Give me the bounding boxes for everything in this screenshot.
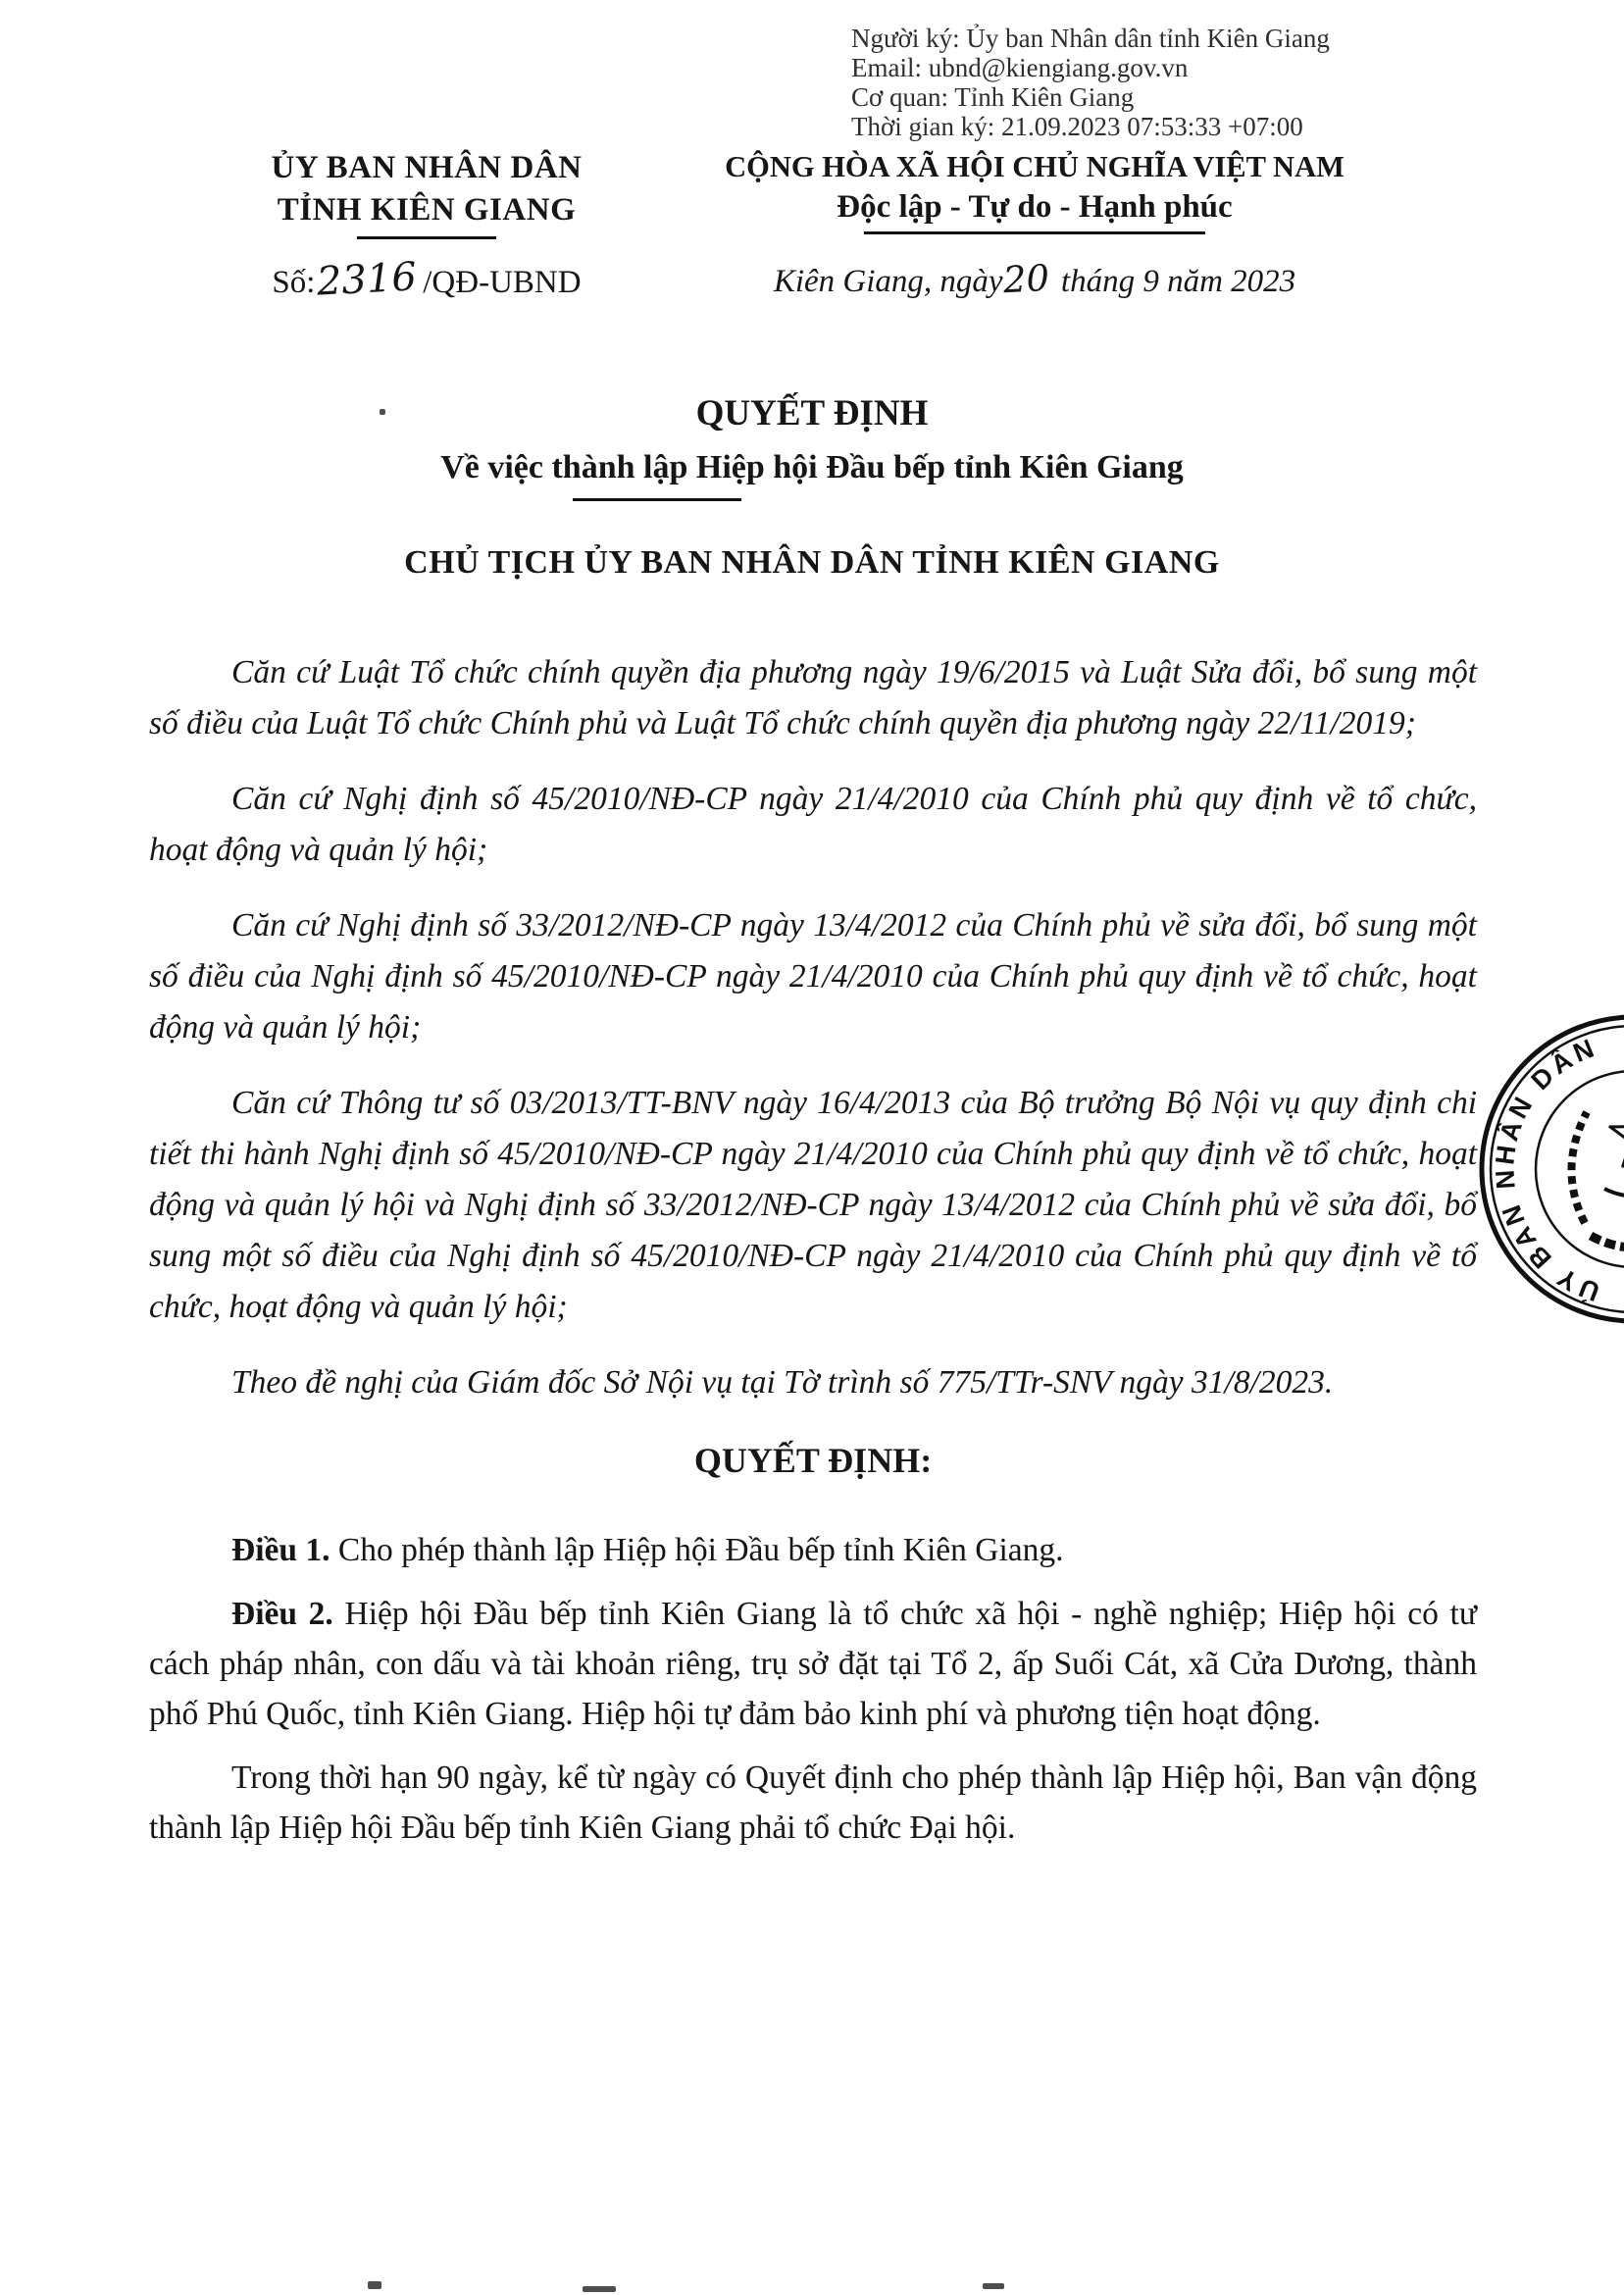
national-name: CỘNG HÒA XÃ HỘI CHỦ NGHĨA VIỆT NAM [725,150,1345,183]
issuer-name-line2: TỈNH KIÊN GIANG [277,192,577,228]
article-paragraph [149,1525,1477,1575]
document-type-title: QUYẾT ĐỊNH [695,393,929,434]
title-block [0,390,1624,582]
seal-cog [1591,1236,1624,1248]
preamble-paragraph: Căn cứ Nghị định số 45/2010/NĐ-CP ngày 21/4/2010 của Chính phủ quy định về tổ chức, hoạt động và quản lý hội; [149,781,1477,868]
deciding-authority: CHỦ TỊCH ỦY BAN NHÂN DÂN TỈNH KIÊN GIANG [404,544,1220,581]
svg-text:ỦY BAN NHÂN DÂN [1490,1032,1603,1308]
preamble-paragraph: Căn cứ Nghị định số 33/2012/NĐ-CP ngày 13/4/2012 của Chính phủ về sửa đổi, bổ sung một số điều của Nghị định số 45/2010/NĐ-CP ngày 21/4/2010 của Chính phủ quy định về tổ chức, hoạt động và quản lý hội; [149,907,1477,1046]
digital-signature-block [851,24,1330,141]
preamble-paragraph: Căn cứ Luật Tổ chức chính quyền địa phương ngày 19/6/2015 và Luật Sửa đổi, bổ sung một số điều của Luật Tổ chức Chính phủ và Luật Tổ chức chính quyền địa phương ngày 22/11/2019; [149,654,1477,741]
document-number-suffix: /QĐ-UBND [423,265,582,300]
scan-artifact [380,409,385,415]
document-subject: Về việc thành lập Hiệp hội Đầu bếp tỉnh Kiên Giang [440,449,1184,485]
preamble-paragraph: Căn cứ Thông tư số 03/2013/TT-BNV ngày 16/4/2013 của Bộ trưởng Bộ Nội vụ quy định chi tiết thi hành Nghị định số 45/2010/NĐ-CP ngày 21/4/2010 của Chính phủ quy định về tổ chức, hoạt động và quản lý hội và Nghị định số 33/2012/NĐ-CP ngày 13/4/2012 của Chính phủ về sửa đổi, bổ sung một số điều của Nghị định số 45/2010/NĐ-CP ngày 21/4/2010 của Chính phủ quy định về tổ chức, hoạt động và quản lý hội; [149,1085,1477,1325]
scan-artifact [583,2286,616,2292]
article-paragraph [149,1753,1477,1853]
seal-star-icon [1610,1102,1624,1166]
article-label: Điều 1. [231,1532,330,1568]
national-motto: Độc lập - Tự do - Hạnh phúc [837,189,1233,225]
scan-artifact [983,2283,1004,2289]
decision-heading: QUYẾT ĐỊNH: [693,1441,933,1480]
signature-time: Thời gian ký: 21.09.2023 07:53:33 +07:00 [851,112,1303,141]
issuer-divider-line [357,236,496,239]
seal-ribbon [1604,1189,1624,1197]
article-text: Hiệp hội Đầu bếp tỉnh Kiên Giang là tổ chức xã hội - nghề nghiệp; Hiệp hội có tư cách pháp nhân, con dấu và tài khoản riêng, trụ sở đặt tại Tổ 2, ấp Suối Cát, xã Cửa Dương, thành phố Phú Quốc, tỉnh Kiên Giang. Hiệp hội tự đảm bảo kinh phí và phương tiện hoạt động. [149,1596,1478,1732]
article-paragraph [149,1589,1477,1739]
document-number-label: Số: [272,265,316,300]
preamble-paragraph: Theo đề nghị của Giám đốc Sở Nội vụ tại Tờ trình số 775/TTr-SNV ngày 31/8/2023. [231,1364,1334,1401]
article-label: Điều 2. [231,1596,333,1632]
official-seal [1467,1002,1624,1336]
seal-inner-ring [1536,1071,1624,1267]
place-date-line [706,256,1363,302]
seal-ring-text: ỦY BAN NHÂN DÂN [1490,1032,1604,1307]
signature-signer: Người ký: Ủy ban Nhân dân tỉnh Kiên Giang [851,24,1330,53]
place-date-prefix: Kiên Giang, ngày [773,264,1003,299]
signature-email: Email: ubnd@kiengiang.gov.vn [851,53,1189,82]
handwritten-document-number: 2316 [316,254,419,305]
article-text: Trong thời hạn 90 ngày, kể từ ngày có Quyết định cho phép thành lập Hiệp hội, Ban vận động thành lập Hiệp hội Đầu bếp tỉnh Kiên Giang phải tổ chức Đại hội. [149,1760,1477,1846]
issuer-name-line1: ỦY BAN NHÂN DÂN [271,150,583,185]
scan-artifact [368,2281,381,2289]
issuing-authority-block [201,147,652,305]
title-divider-line [573,498,741,501]
handwritten-day: 20 [1001,256,1050,302]
national-header-block [706,147,1363,300]
seal-wreath-left [1571,1112,1587,1223]
signature-agency: Cơ quan: Tỉnh Kiên Giang [851,82,1135,112]
article-text: Cho phép thành lập Hiệp hội Đầu bếp tỉnh Kiên Giang. [337,1532,1064,1568]
document-number [201,254,652,305]
motto-divider-line [864,231,1205,234]
document-body [149,647,1477,1866]
place-date-suffix: tháng 9 năm 2023 [1060,264,1296,299]
